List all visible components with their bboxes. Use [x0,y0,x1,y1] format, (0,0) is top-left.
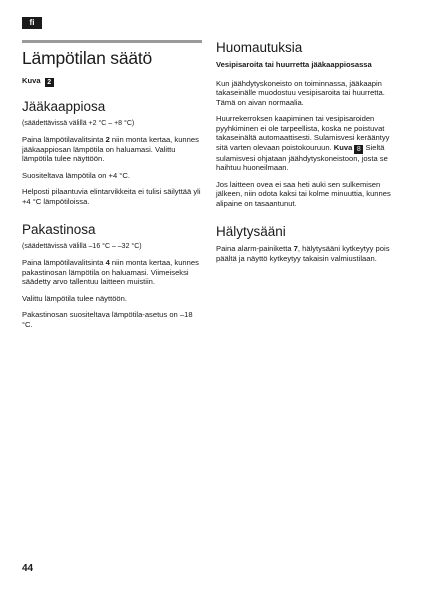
text-run: Sieltä sulamisvesi ohjataan jäähdytyskoneistoon, josta se haihtuu huoneilmaan. [216,142,388,172]
figure-number-box: 8 [354,145,363,154]
freezer-paragraph-2: Valittu lämpötila tulee näyttöön. [22,293,127,303]
notes-paragraph-2 [216,114,402,173]
text-run: niin monta kertaa, kunnes jääkaappiosan lämpötila on haluamasi. Valittu lämpötila tulee näyttöön. [22,135,199,163]
text-run: niin monta kertaa, kunnes pakastinosan lämpötila on haluamasi. Viimeiseksi säädetty arvo tallentuu laitteen muistiin. [22,258,199,286]
freezer-paragraph-3: Pakastinosan suositeltava lämpötila-asetus on –18 °C. [22,310,193,329]
page-number: 44 [22,563,34,574]
freezer-range: (säädettävissä välillä –16 °C – –32 °C) [22,243,142,250]
text-run: Huurrekerroksen kaapiminen tai vesipisaroiden pyyhkiminen ei ole tarpeellista, koska ne poistuvat takaseinältä automaattisesti. Sulamisvesi kerääntyy sitä varten olevaan poistokouruun. [216,114,390,152]
right-column [216,40,402,270]
freezer-heading: Pakastinosa [22,222,96,237]
section-rule [22,40,202,43]
language-badge: fi [22,17,42,29]
text-run: , hälytysääni kytkeytyy pois päältä ja näyttö kytkeytyy takaisin valmiustilaan. [216,244,390,263]
alarm-heading: Hälytysääni [216,224,286,239]
text-run: Paina alarm-painiketta [216,244,294,253]
fridge-heading: Jääkaappiosa [22,99,106,114]
alarm-paragraph [216,244,402,263]
fridge-range: (säädettävissä välillä +2 °C – +8 °C) [22,120,135,127]
figure-label: Kuva [333,142,353,152]
notes-paragraph-1: Kun jäähdytyskoneisto on toiminnassa, jääkaapin takaseinälle muodostuu vesipisaroita tai huurretta. Tämä on aivan normaalia. [216,78,385,107]
notes-heading: Huomautuksia [216,40,303,55]
control-number: 7 [293,244,298,253]
control-number: 4 [105,258,110,267]
page-title: Lämpötilan säätö [22,48,153,68]
notes-subheading: Vesipisaroita tai huurretta jääkaappiosassa [216,60,372,69]
figure-number-box: 2 [45,78,54,87]
fridge-paragraph-2: Suositeltava lämpötila on +4 °C. [22,170,130,180]
freezer-paragraph-1 [22,258,202,287]
figure-reference [22,76,202,87]
text-run: Paina lämpötilavalitsinta [22,258,106,267]
control-number: 2 [105,135,110,144]
notes-paragraph-3: Jos laitteen ovea ei saa heti auki sen sulkemisen jälkeen, niin odota kaksi tai kolme minuuttia, kunnes alipaine on tasaantunut. [216,179,391,208]
fridge-paragraph-3: Helposti pilaantuvia elintarvikkeita ei tulisi säilyttää yli +4 °C lämpötiloissa. [22,187,201,206]
fridge-paragraph-1 [22,135,202,164]
figure-label: Kuva [22,76,41,85]
text-run: Paina lämpötilavalitsinta [22,135,106,144]
left-column [22,40,202,336]
